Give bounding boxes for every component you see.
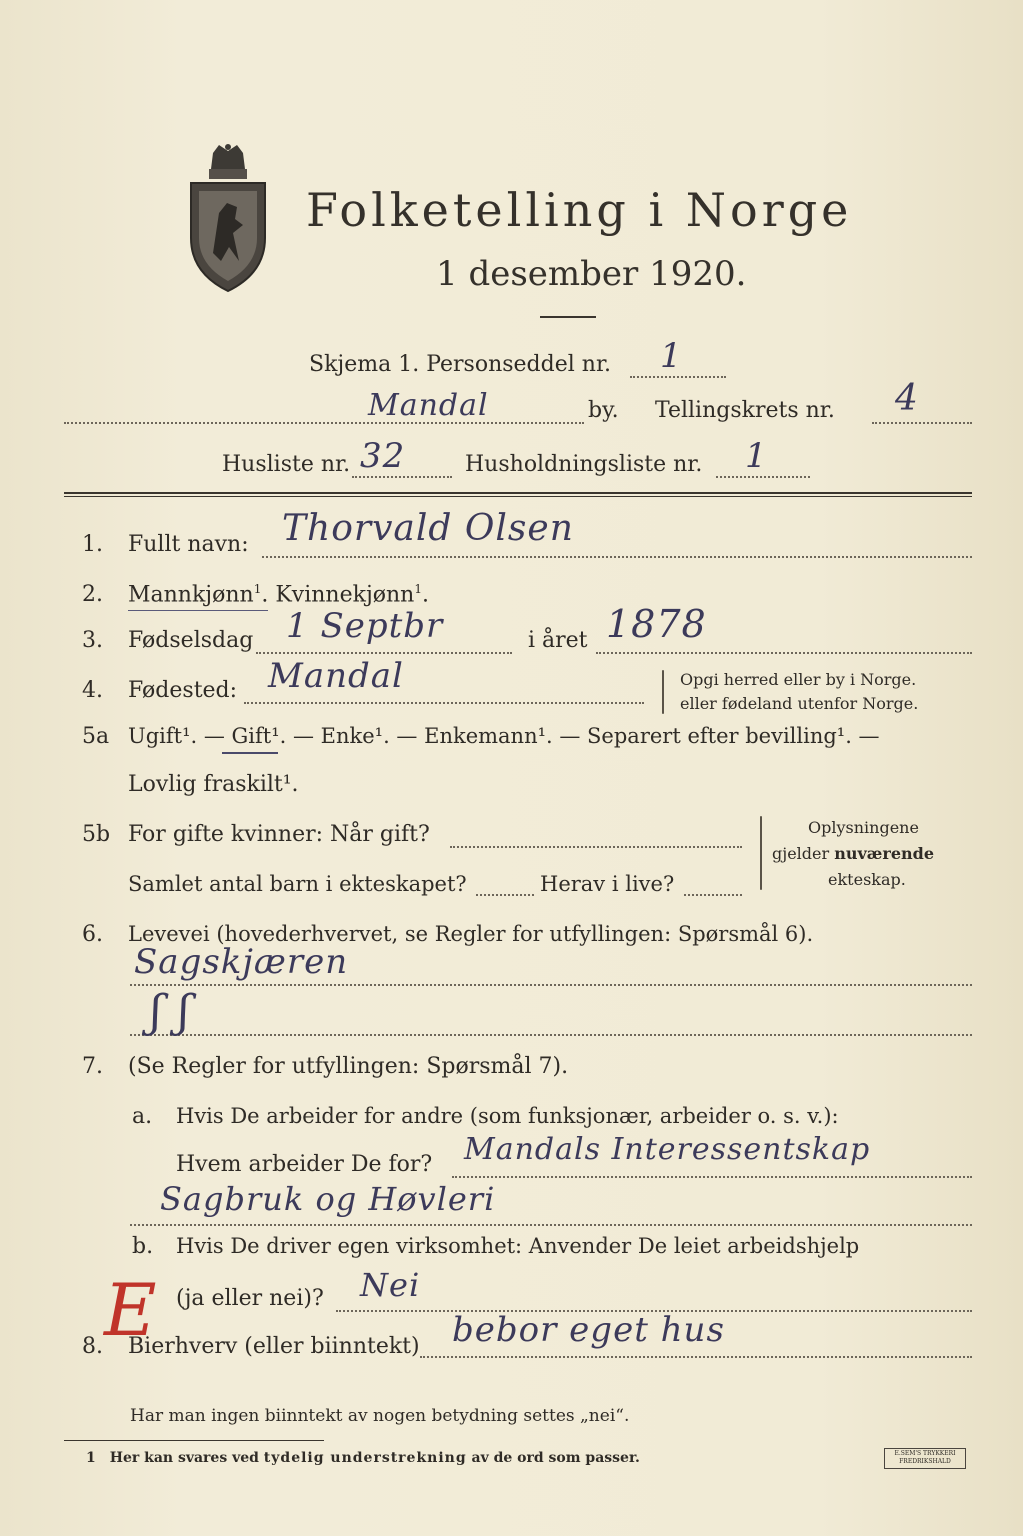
printer-city: FREDRIKSHALD [899,1458,951,1465]
birthyear-line [596,652,972,654]
field-7-number: 7. [82,1054,103,1079]
footnote-part: tydelig understrekning [263,1450,467,1466]
birthyear-value[interactable]: 1878 [606,602,707,646]
field-3-number: 3. [82,628,103,653]
skjema-label: Skjema 1. Personseddel nr. [309,352,612,377]
occupation-line-1 [130,984,972,986]
city-value[interactable]: Mandal [368,388,489,423]
footnote-part: Her kan svares ved [109,1450,264,1466]
male-option[interactable]: Mannkjønn [128,582,254,608]
occupation-label: Levevei (hovederhvervet, se Regler for utfyllingen: Spørsmål 6). [128,922,814,946]
hired-help-label: (ja eller nei)? [176,1286,324,1311]
printer-name: E.SEM'S TRYKKERI [894,1450,956,1457]
punct: . [422,582,429,608]
punct: . [261,582,269,608]
footnote-mark: 1 [253,582,262,596]
field-5a-number: 5a [82,724,110,749]
field-5b-number: 5b [82,822,111,847]
field-7b-letter: b. [132,1234,154,1259]
title-divider [540,316,596,318]
birthdate-line [256,652,512,654]
field-4-number: 4. [82,678,103,703]
footnote-divider [64,1440,324,1441]
birthdate-label: Fødselsdag [128,628,254,653]
birthplace-brace [662,670,664,714]
husholdning-label: Husholdningsliste nr. [465,452,703,477]
tellingskrets-nr-value[interactable]: 4 [895,378,919,419]
occupation-line-2 [130,1034,972,1036]
side-income-note: Har man ingen biinntekt av nogen betydning settes „nei“. [130,1406,630,1426]
married-when-label: For gifte kvinner: Når gift? [128,822,430,847]
side-income-label: Bierhverv (eller biinntekt) [128,1334,420,1359]
married-when-line [450,846,742,848]
children-count-line [476,894,534,896]
marriage-note-1: Oplysningene [808,818,919,837]
married-underline [222,752,278,754]
field-2-number: 2. [82,582,103,607]
employer-line-1 [452,1176,972,1178]
children-alive-label: Herav i live? [540,872,675,896]
by-label: by. [588,398,619,423]
employer-label: Hvem arbeider De for? [176,1152,433,1177]
marriage-note-brace [760,816,762,890]
occupation-value-2[interactable]: ʃ ʃ [150,986,191,1037]
children-count-label: Samlet antal barn i ekteskapet? [128,872,467,896]
female-option[interactable]: Kvinnekjønn [275,582,415,608]
side-income-line [420,1356,972,1358]
marital-status-options[interactable]: Ugift¹. — Gift¹. — Enke¹. — Enkemann¹. — Separert efter bevilling¹. — [128,724,880,748]
children-alive-line [684,894,742,896]
marriage-note-3: ekteskap. [828,870,906,889]
employer-value-2[interactable]: Sagbruk og Høvleri [160,1180,496,1218]
husliste-label: Husliste nr. [222,452,351,477]
self-employed-question: Hvis De driver egen virksomhet: Anvender De leiet arbeidshjelp [176,1234,860,1258]
gender-options [128,582,429,607]
personseddel-nr-value[interactable]: 1 [660,336,683,376]
marital-status-divorced[interactable]: Lovlig fraskilt¹. [128,772,299,797]
husliste-nr-value[interactable]: 32 [360,436,406,476]
field-7a-letter: a. [132,1104,153,1129]
full-name-line [262,556,972,558]
birthyear-label: i året [528,628,588,653]
note-part: nuværende [834,844,935,863]
hired-help-value[interactable]: Nei [360,1266,421,1304]
tellingskrets-label: Tellingskrets nr. [655,398,835,423]
male-underline [128,610,268,611]
field-7-label: (Se Regler for utfyllingen: Spørsmål 7). [128,1054,569,1079]
side-income-value[interactable]: bebor eget hus [452,1310,725,1350]
field-6-number: 6. [82,922,103,947]
header-divider-1 [64,492,972,494]
note-part: eller fødeland [680,694,793,713]
employer-question: Hvis De arbeider for andre (som funksjonær, arbeider o. s. v.): [176,1104,839,1128]
personseddel-line [630,376,726,378]
birthplace-value[interactable]: Mandal [268,656,404,696]
birthplace-note-1: Opgi herred eller by i Norge. [680,670,917,689]
norwegian-coat-of-arms-icon [183,143,273,293]
birthplace-label: Fødested: [128,678,238,703]
occupation-value-1[interactable]: Sagskjæren [134,942,349,982]
form-title: Folketelling i Norge [306,183,853,237]
red-annotation-mark: E [104,1268,158,1352]
employer-value-1[interactable]: Mandals Interessentskap [464,1132,871,1167]
marriage-note-2 [772,844,934,863]
footnote-part: av de ord som passer. [466,1450,640,1466]
birthplace-line [244,702,644,704]
full-name-label: Fullt navn: [128,532,249,557]
birthdate-value[interactable]: 1 Septbr [286,606,444,646]
husholdning-line [716,476,810,478]
field-8-number: 8. [82,1334,103,1359]
husholdning-nr-value[interactable]: 1 [745,436,768,476]
birthplace-note-2 [680,694,918,713]
note-part: utenfor Norge. [792,694,919,713]
footnote-number: 1 [86,1450,96,1466]
header-divider-2 [64,496,972,497]
full-name-value[interactable]: Thorvald Olsen [282,508,574,549]
city-line [64,422,584,424]
tellingskrets-line [872,422,972,424]
form-date: 1 desember 1920. [436,254,747,294]
employer-line-2 [130,1224,972,1226]
note-part: gjelder [772,844,835,863]
field-1-number: 1. [82,532,103,557]
printer-stamp [884,1448,966,1469]
footnote [86,1450,640,1466]
footnote-mark: 1 [414,582,422,596]
husliste-line [352,476,452,478]
